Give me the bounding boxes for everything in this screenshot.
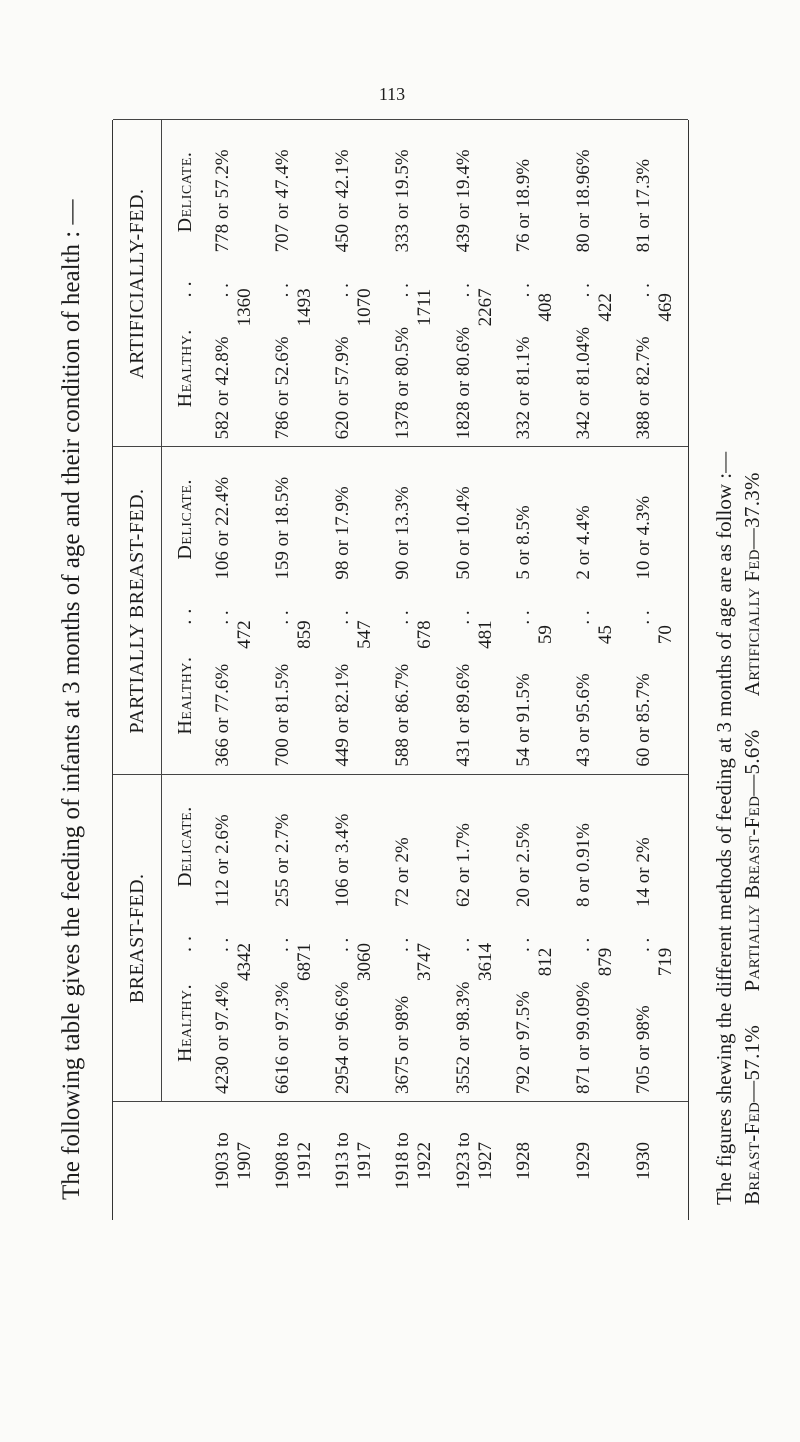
- delicate-value: 81 or 17.3%: [632, 158, 654, 253]
- period-label: 1923 to: [452, 1132, 474, 1190]
- separator-dots: . .: [452, 610, 474, 625]
- healthy-value: 6616 or 97.3%: [272, 981, 294, 1094]
- total-value: 719: [654, 947, 676, 977]
- healthy-value: 2954 or 96.6%: [332, 981, 354, 1094]
- separator-dots: . .: [632, 283, 654, 298]
- artificially-fed-label: Artificially Fed: [740, 549, 764, 697]
- healthy-value: 449 or 82.1%: [332, 663, 354, 767]
- separator-dots: . .: [572, 610, 594, 625]
- subheader-dots: . .: [174, 935, 196, 952]
- delicate-value: 106 or 3.4%: [332, 813, 354, 907]
- healthy-value: 620 or 57.9%: [332, 336, 354, 440]
- delicate-value: 76 or 18.9%: [512, 158, 534, 253]
- separator-dots: . .: [272, 610, 294, 625]
- separator-dots: . .: [272, 283, 294, 298]
- subheader-healthy: Healthy.: [174, 983, 196, 1062]
- healthy-value: 705 or 98%: [632, 1005, 654, 1094]
- column-divider: [113, 446, 688, 447]
- delicate-value: 159 or 18.5%: [272, 476, 294, 580]
- period-label-end: 1927: [474, 1142, 496, 1180]
- total-value: 1711: [414, 288, 436, 326]
- column-divider: [113, 774, 688, 775]
- separator-dots: . .: [632, 610, 654, 625]
- subheader-dots: . .: [174, 280, 196, 298]
- healthy-value: 60 or 85.7%: [632, 673, 654, 767]
- period-label: 1903 to: [212, 1132, 233, 1190]
- total-value: 678: [414, 620, 436, 649]
- separator-dots: . .: [512, 937, 534, 952]
- column-divider: [113, 1101, 688, 1102]
- healthy-value: 588 or 86.7%: [392, 663, 414, 767]
- total-value: 70: [654, 625, 676, 645]
- separator-dots: . .: [512, 283, 534, 298]
- healthy-value: 3552 or 98.3%: [452, 981, 474, 1094]
- healthy-value: 792 or 97.5%: [512, 991, 534, 1094]
- delicate-value: 2 or 4.4%: [572, 505, 594, 580]
- healthy-value: 1378 or 80.5%: [392, 326, 414, 440]
- separator-dots: . .: [272, 937, 294, 952]
- total-value: 4342: [234, 943, 255, 981]
- group-title: PARTIALLY BREAST-FED.: [126, 488, 148, 734]
- total-value: 879: [594, 947, 616, 977]
- period-label: 1908 to: [272, 1132, 294, 1190]
- healthy-value: 1828 or 80.6%: [452, 326, 474, 440]
- breast-fed-value: —57.1%: [740, 1024, 764, 1102]
- total-value: 3614: [474, 943, 496, 981]
- separator-dots: . .: [392, 283, 414, 298]
- subheader-healthy: Healthy.: [174, 329, 196, 408]
- total-value: 3060: [354, 943, 376, 981]
- footer-summary-figures: [740, 85, 765, 1205]
- period-label-end: 1907: [234, 1142, 255, 1180]
- subheader-delicate: Delicate.: [174, 478, 196, 560]
- separator-dots: . .: [572, 283, 594, 298]
- delicate-value: 10 or 4.3%: [632, 495, 654, 580]
- separator-dots: . .: [392, 610, 414, 625]
- separator-dots: . .: [572, 937, 594, 952]
- separator-dots: . .: [452, 283, 474, 298]
- footer-summary-intro: The figures shewing the different methods of feeding at 3 months of age are as follow :—: [712, 451, 736, 1205]
- healthy-value: 3675 or 98%: [392, 995, 414, 1094]
- total-value: 547: [354, 620, 376, 649]
- total-value: 2267: [474, 288, 496, 327]
- period-label: 1928: [512, 1142, 534, 1180]
- healthy-value: 366 or 77.6%: [212, 663, 233, 767]
- healthy-value: 786 or 52.6%: [272, 336, 294, 440]
- delicate-value: 98 or 17.9%: [332, 486, 354, 580]
- delicate-value: 5 or 8.5%: [512, 505, 534, 580]
- separator-dots: . .: [452, 937, 474, 952]
- period-label-end: 1912: [294, 1142, 316, 1180]
- separator-dots: . .: [332, 610, 354, 625]
- delicate-value: 20 or 2.5%: [512, 823, 534, 907]
- total-value: 1493: [294, 288, 316, 327]
- separator-dots: . .: [392, 937, 414, 952]
- subheader-delicate: Delicate.: [174, 151, 196, 233]
- healthy-value: 342 or 81.04%: [572, 326, 594, 440]
- healthy-value: 332 or 81.1%: [512, 336, 534, 440]
- delicate-value: 50 or 10.4%: [452, 486, 474, 580]
- partially-breast-fed-label: Partially Breast-Fed: [740, 795, 764, 992]
- delicate-value: 450 or 42.1%: [332, 149, 354, 253]
- delicate-value: 62 or 1.7%: [452, 823, 474, 907]
- healthy-value: 54 or 91.5%: [512, 673, 534, 767]
- subheader-dots: . .: [174, 608, 196, 625]
- delicate-value: 80 or 18.96%: [572, 149, 594, 253]
- healthy-value: 431 or 89.6%: [452, 663, 474, 767]
- separator-dots: . .: [212, 283, 233, 298]
- period-label: 1929: [572, 1142, 594, 1180]
- delicate-value: 14 or 2%: [632, 837, 654, 907]
- total-value: 3747: [414, 943, 436, 981]
- delicate-value: 333 or 19.5%: [392, 149, 414, 253]
- delicate-value: 72 or 2%: [392, 837, 414, 907]
- delicate-value: 106 or 22.4%: [212, 476, 233, 580]
- period-label-end: 1922: [414, 1142, 436, 1180]
- artificially-fed-value: —37.3%: [740, 472, 764, 550]
- period-label-end: 1917: [354, 1142, 376, 1180]
- group-title: ARTIFICIALLY-FED.: [126, 188, 148, 379]
- group-title: BREAST-FED.: [126, 873, 148, 1004]
- header-divider: [161, 120, 162, 1102]
- period-label: 1918 to: [392, 1132, 414, 1190]
- healthy-value: 388 or 82.7%: [632, 336, 654, 440]
- subheader-delicate: Delicate.: [174, 806, 196, 887]
- separator-dots: . .: [332, 283, 354, 298]
- total-value: 472: [234, 620, 255, 649]
- delicate-value: 90 or 13.3%: [392, 486, 414, 580]
- separator-dots: . .: [212, 937, 233, 952]
- feeding-health-table: [112, 120, 689, 1220]
- page-number: 113: [378, 84, 406, 104]
- delicate-value: 707 or 47.4%: [272, 149, 294, 253]
- separator-dots: . .: [632, 937, 654, 952]
- total-value: 422: [594, 293, 616, 322]
- separator-dots: . .: [332, 937, 354, 952]
- healthy-value: 582 or 42.8%: [212, 336, 233, 440]
- total-value: 6871: [294, 943, 316, 981]
- total-value: 45: [594, 625, 616, 645]
- healthy-value: 4230 or 97.4%: [212, 981, 233, 1094]
- separator-dots: . .: [212, 610, 233, 625]
- period-label: 1930: [632, 1142, 654, 1180]
- total-value: 812: [534, 947, 556, 977]
- healthy-value: 43 or 95.6%: [572, 673, 594, 767]
- total-value: 59: [534, 625, 556, 645]
- total-value: 408: [534, 293, 556, 322]
- total-value: 859: [294, 620, 316, 649]
- delicate-value: 112 or 2.6%: [212, 814, 233, 907]
- table-caption: The following table gives the feeding of infants at 3 months of age and their condition of health : —: [58, 199, 85, 1200]
- delicate-value: 778 or 57.2%: [212, 149, 233, 253]
- delicate-value: 255 or 2.7%: [272, 813, 294, 907]
- total-value: 481: [474, 620, 496, 649]
- period-label: 1913 to: [332, 1132, 354, 1190]
- partially-breast-fed-value: —5.6%: [740, 729, 764, 796]
- delicate-value: 8 or 0.91%: [572, 823, 594, 907]
- total-value: 1360: [234, 288, 255, 327]
- total-value: 1070: [354, 288, 376, 327]
- subheader-healthy: Healthy.: [174, 656, 196, 735]
- breast-fed-label: Breast-Fed: [740, 1101, 764, 1205]
- total-value: 469: [654, 293, 676, 322]
- column-divider: [113, 119, 688, 120]
- healthy-value: 871 or 99.09%: [572, 981, 594, 1094]
- healthy-value: 700 or 81.5%: [272, 663, 294, 767]
- separator-dots: . .: [512, 610, 534, 625]
- delicate-value: 439 or 19.4%: [452, 149, 474, 253]
